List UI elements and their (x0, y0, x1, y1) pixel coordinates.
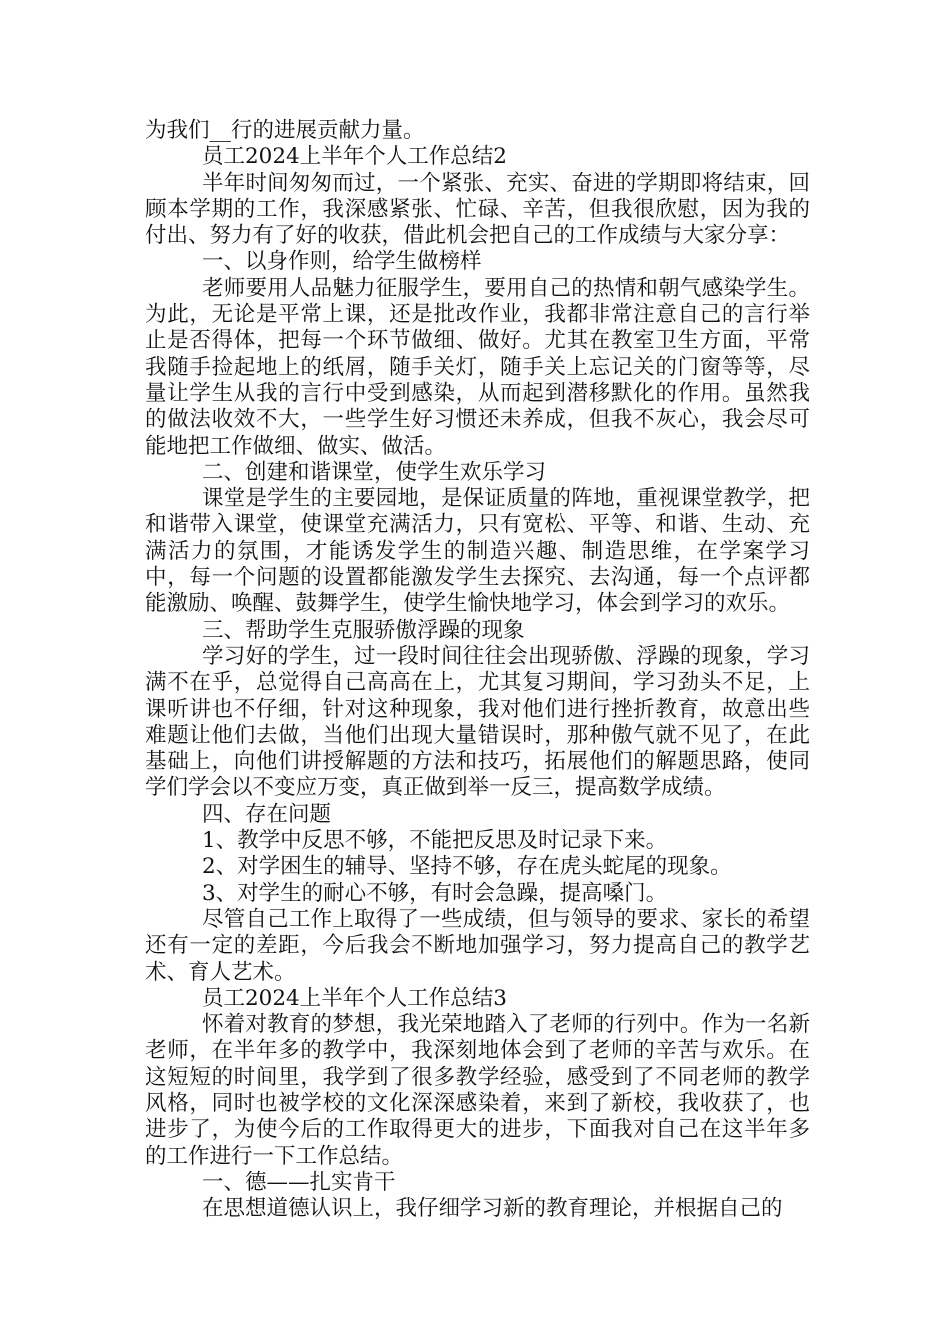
paragraph: 半年时间匆匆而过，一个紧张、充实、奋进的学期即将结束，回顾本学期的工作，我深感紧张、忙碌、辛苦，但我很欣慰，因为我的付出、努力有了好的收获，借此机会把自己的工作成绩与大家分享： (145, 170, 810, 249)
document-body (145, 118, 810, 1222)
paragraph: 尽管自己工作上取得了一些成绩，但与领导的要求、家长的希望还有一定的差距，今后我会不断地加强学习，努力提高自己的教学艺术、育人艺术。 (145, 906, 810, 985)
paragraph: 老师要用人品魅力征服学生，要用自己的热情和朝气感染学生。为此，无论是平常上课，还是批改作业，我都非常注意自己的言行举止是否得体，把每一个环节做细、做好。尤其在教室卫生方面，平常我随手捡起地上的纸屑，随手关灯，随手关上忘记关的门窗等等，尽量让学生从我的言行中受到感染，从而起到潜移默化的作用。虽然我的做法收效不大，一些学生好习惯还未养成，但我不灰心，我会尽可能地把工作做细、做实、做活。 (145, 275, 810, 459)
paragraph: 在思想道德认识上，我仔细学习新的教育理论，并根据自己的 (202, 1196, 783, 1222)
section-title-3: 员工2024上半年个人工作总结3 (202, 985, 507, 1011)
paragraph-continuation: 为我们__行的进展贡献力量。 (145, 118, 425, 143)
list-item: 1、教学中反思不够，不能把反思及时记录下来。 (202, 828, 668, 854)
subheading: 二、创建和谐课堂，使学生欢乐学习 (202, 459, 547, 485)
list-item: 3、对学生的耐心不够，有时会急躁，提高嗓门。 (202, 880, 668, 906)
subheading: 一、德——扎实肯干 (202, 1169, 396, 1195)
list-item: 2、对学困生的辅导、坚持不够，存在虎头蛇尾的现象。 (202, 854, 732, 880)
subheading: 三、帮助学生克服骄傲浮躁的现象 (202, 617, 525, 643)
paragraph: 课堂是学生的主要园地，是保证质量的阵地，重视课堂教学，把和谐带入课堂，使课堂充满活力，只有宽松、平等、和谐、生动、充满活力的氛围，才能诱发学生的制造兴趣、制造思维，在学案学习中，每一个问题的设置都能激发学生去探究、去沟通，每一个点评都能激励、唤醒、鼓舞学生，使学生愉快地学习，体会到学习的欢乐。 (145, 486, 810, 617)
subheading: 四、存在问题 (202, 801, 332, 827)
subheading: 一、以身作则，给学生做榜样 (202, 249, 482, 275)
paragraph: 怀着对教育的梦想，我光荣地踏入了老师的行列中。作为一名新老师，在半年多的教学中，我深刻地体会到了老师的辛苦与欢乐。在这短短的时间里，我学到了很多教学经验，感受到了不同老师的教学风格，同时也被学校的文化深深感染着，来到了新校，我收获了，也进步了，为使今后的工作取得更大的进步，下面我对自己在这半年多的工作进行一下工作总结。 (145, 1012, 810, 1169)
section-title-2: 员工2024上半年个人工作总结2 (202, 144, 507, 170)
paragraph: 学习好的学生，过一段时间往往会出现骄傲、浮躁的现象，学习满不在乎，总觉得自己高高在上，尤其复习期间，学习劲头不足，上课听讲也不仔细，针对这种现象，我对他们进行挫折教育，故意出些难题让他们去做，当他们出现大量错误时，那种傲气就不见了，在此基础上，向他们讲授解题的方法和技巧，拓展他们的解题思路，使同学们学会以不变应万变，真正做到举一反三，提高数学成绩。 (145, 643, 810, 801)
